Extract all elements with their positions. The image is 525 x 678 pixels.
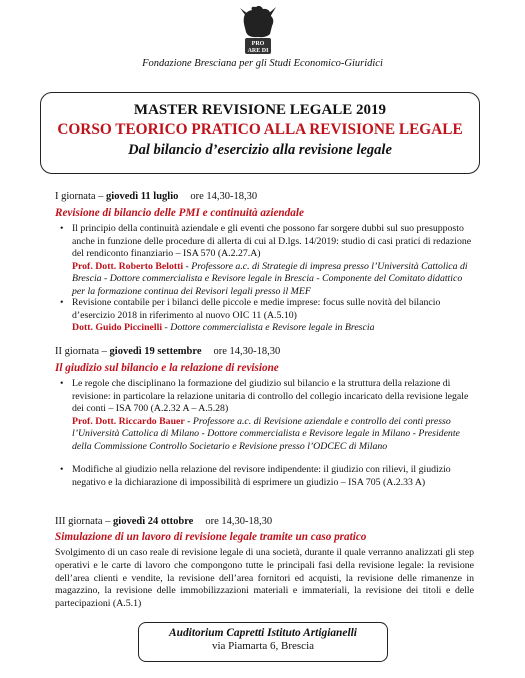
day-3-header	[55, 516, 272, 527]
item-text: Modifiche al giudizio nella relazione del revisore indipendente: il giudizio con rilievi, il giudizio negativo e la dichiarazione di impossibilità di esprimere un giudizio – ISA 705 (A.2.33 A)	[72, 464, 451, 488]
day-3-description: Svolgimento di un caso reale di revisione legale di una società, durante il quale verranno analizzati gli step operativi e le carte di lavoro che compongono tutte le principali fasi della revisione legale: la revisione dell’area clienti e vendite, la revisione dell’area fornitori ed acquisti, la revisione delle rimanenze in magazzino, la revisione delle immobilizzazioni materiali e immateriali, la revisione dei titoli e delle partecipazioni (A.5.1)	[55, 547, 474, 610]
day-1-time: ore 14,30-18,30	[190, 191, 258, 202]
day-2-header	[55, 346, 280, 357]
master-title: MASTER REVISIONE LEGALE 2019	[133, 102, 387, 118]
day-1-item-2	[60, 297, 477, 335]
foundation-logo-icon	[236, 4, 280, 56]
venue-box	[138, 622, 388, 662]
day-2-prefix: II giornata –	[55, 346, 110, 357]
day-3-prefix: III giornata –	[55, 516, 114, 527]
svg-text:PRO: PRO	[251, 41, 265, 47]
title-box	[40, 92, 480, 174]
speaker-role: - Professore a.c. di Revisione aziendale e controllo dei conti presso l’Università Cattolica di Milano - Dottore commercialista e Revisore legale in Milano - Presidente della Commissione Controllo Societario e Revisione presso l’ODCEC di Milano	[72, 415, 460, 452]
day-1-prefix: I giornata –	[55, 191, 107, 202]
day-1-header	[55, 191, 257, 202]
course-subtitle: Dal bilancio d’esercizio alla revisione legale	[128, 142, 392, 158]
svg-text:ARE DI: ARE DI	[247, 48, 269, 54]
day-2-time: ore 14,30-18,30	[213, 346, 281, 357]
speaker-role: - Dottore commercialista e Revisore legale in Brescia	[162, 322, 375, 333]
speaker-line	[72, 322, 477, 335]
item-text: Revisione contabile per i bilanci delle piccole e medie imprese: focus sulle novità del bilancio d’esercizio 2018 in riferimento al nuovo OIC 11 (A.5.10)	[72, 297, 441, 321]
speaker-name: Prof. Dott. Roberto Belotti	[72, 260, 184, 272]
speaker-name: Prof. Dott. Riccardo Bauer	[72, 415, 185, 427]
bullet-icon: •	[60, 378, 64, 389]
foundation-name: Fondazione Bresciana per gli Studi Economico-Giuridici	[142, 58, 383, 69]
item-text: Le regole che disciplinano la formazione del giudizio sul bilancio e la struttura della relazione di revisione: in particolare la relazione unitaria di controllo del collegio incaricato della revisione legale dei conti – ISA 700 (A.2.32 A – A.5.28)	[72, 378, 469, 414]
bullet-icon: •	[60, 464, 64, 475]
speaker-role: - Professore a.c. di Strategie di impresa presso l’Università Cattolica di Brescia - Dottore commercialista e Revisore legale in Brescia - Componente del Comitato didattico per la formazione continua dei Revisori legali presso il MEF	[72, 260, 468, 297]
day-1-date: giovedì 11 luglio	[106, 191, 179, 202]
day-1-session-title: Revisione di bilancio delle PMI e continuità aziendale	[55, 207, 304, 219]
venue-address: via Piamarta 6, Brescia	[211, 640, 315, 652]
day-3-time: ore 14,30-18,30	[205, 516, 273, 527]
venue-name: Auditorium Capretti Istituto Artigianelli	[169, 627, 357, 639]
day-3-session-title: Simulazione di un lavoro di revisione legale tramite un caso pratico	[55, 531, 367, 543]
day-2-item-1	[60, 378, 477, 453]
day-2-date: giovedì 19 settembre	[109, 346, 202, 357]
day-3-date: giovedì 24 ottobre	[113, 516, 194, 527]
speaker-name: Dott. Guido Piccinelli	[72, 322, 163, 333]
day-2-item-2	[60, 464, 477, 489]
course-title: CORSO TEORICO PRATICO ALLA REVISIONE LEGALE	[57, 121, 463, 138]
bullet-icon: •	[60, 223, 64, 234]
speaker-line	[72, 416, 477, 454]
bullet-icon: •	[60, 297, 64, 308]
day-2-session-title: Il giudizio sul bilancio e la relazione di revisione	[55, 362, 279, 374]
speaker-line	[72, 261, 477, 299]
item-text: Il principio della continuità aziendale e gli eventi che possono far sorgere dubbi sul suo presupposto anche in funzione delle procedure di allerta di cui al D.lgs. 14/2019: studio di casi pratici di redazione del rendiconto finanziario – ISA 570 (A.2.27.A)	[72, 223, 472, 259]
day-1-item-1	[60, 223, 477, 298]
